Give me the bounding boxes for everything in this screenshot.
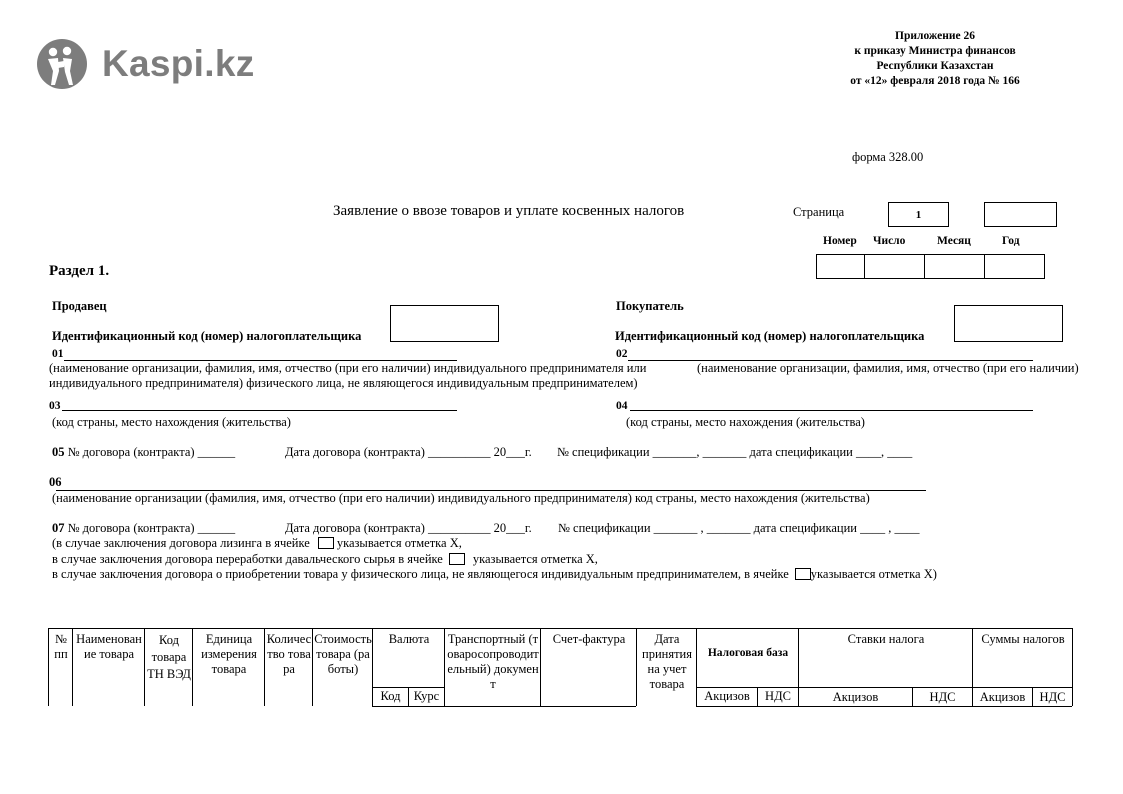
tax-base-excise: Акцизов (704, 689, 750, 703)
page-label: Страница (793, 205, 845, 219)
row-07-contract[interactable]: № договора (контракта) ______ (67, 521, 236, 535)
field-03-label: 03 (49, 400, 61, 412)
field-04-description: (код страны, место нахождения (жительства) (626, 415, 865, 429)
section-title: Раздел 1. (49, 263, 110, 279)
col-tnved-code: Код товара ТН ВЭД (147, 633, 191, 681)
col-currency: Валюта (388, 632, 430, 646)
col-goods-name: Наименование товара (76, 632, 142, 661)
note-individual-mark: указывается отметка Х) (810, 567, 937, 581)
col-acceptance-date: Дата принятия на учет товара (642, 632, 692, 691)
appendix-line-2: к приказу Министра финансов (854, 45, 1016, 57)
field-03-description: (код страны, место нахождения (жительства) (52, 415, 291, 429)
col-number: № пп (54, 632, 68, 661)
note-processing-text: в случае заключения договора переработки давальческого сырья в ячейке (52, 552, 443, 566)
note-individual-text: в случае заключения договора о приобретении товара у физического лица, не являющегося индивидуальным предпринимателем, в ячейке (52, 567, 789, 581)
field-02-label: 02 (616, 348, 628, 360)
row-06-num: 06 (49, 475, 62, 489)
row-06-description: (наименование организации (фамилия, имя, отчество (при его наличии) индивидуального предпринимателя) код страны, место нахождения (жительства) (52, 491, 870, 505)
kaspi-logo-text: Kaspi.kz (102, 43, 255, 84)
header-month: Месяц (937, 235, 971, 247)
seller-label: Продавец (52, 299, 107, 313)
tax-base-vat: НДС (765, 689, 791, 703)
note-processing-mark: указывается отметка Х, (472, 552, 598, 566)
field-01-label: 01 (52, 348, 64, 360)
row-07-spec[interactable]: № спецификации _______ , _______ дата спецификации ____ , ____ (558, 521, 920, 535)
header-day: Число (873, 235, 906, 247)
field-01-description-cont: индивидуального предпринимателя) физического лица, не являющегося индивидуальным предпринимателем) (49, 376, 638, 390)
buyer-label: Покупатель (616, 299, 684, 313)
header-year: Год (1002, 235, 1020, 247)
appendix-line-4: от «12» февраля 2018 года № 166 (850, 75, 1020, 87)
col-tax-base: Налоговая база (707, 647, 789, 659)
document-title: Заявление о ввозе товаров и уплате косвенных налогов (333, 203, 685, 219)
col-transport-doc: Транспортный (товаросопроводительный) документ (447, 632, 539, 691)
col-tax-sums: Суммы налогов (981, 632, 1065, 646)
note-leasing-mark: указывается отметка Х, (336, 536, 462, 550)
form-number: форма 328.00 (852, 150, 924, 164)
field-02-description: (наименование организации, фамилия, имя, отчество (при его наличии) (697, 361, 1079, 375)
tax-rates-vat: НДС (929, 690, 956, 704)
col-currency-rate: Курс (413, 689, 440, 703)
buyer-tin-label: Идентификационный код (номер) налогоплательщика (615, 329, 925, 343)
header-number: Номер (823, 235, 857, 247)
row-05-date[interactable]: Дата договора (контракта) __________ 20___г. (285, 445, 532, 459)
row-05-num: 05 (52, 445, 65, 459)
row-07-num: 07 (52, 521, 65, 535)
appendix-line-3: Республики Казахстан (876, 60, 994, 72)
tax-rates-excise: Акцизов (832, 690, 879, 704)
field-01-description: (наименование организации, фамилия, имя, отчество (при его наличии) индивидуального предпринимателя или (49, 361, 647, 375)
row-07-date[interactable]: Дата договора (контракта) __________ 20___г. (285, 521, 532, 535)
col-unit: Единица измерения товара (201, 632, 257, 676)
col-cost: Стоимость товара (работы) (314, 632, 372, 676)
col-quantity: Количество товара (266, 632, 312, 676)
row-05-contract[interactable]: № договора (контракта) ______ (67, 445, 236, 459)
page-number: 1 (915, 208, 922, 221)
note-leasing-text: (в случае заключения договора лизинга в ячейке (52, 536, 310, 550)
col-currency-code: Код (380, 689, 401, 703)
col-tax-rates: Ставки налога (847, 632, 925, 646)
tax-sums-vat: НДС (1039, 690, 1066, 704)
col-invoice: Счет-фактура (552, 632, 626, 646)
appendix-line-1: Приложение 26 (895, 30, 975, 42)
tax-sums-excise: Акцизов (979, 690, 1026, 704)
field-04-label: 04 (616, 400, 628, 412)
seller-tin-label: Идентификационный код (номер) налогоплательщика (52, 329, 362, 343)
row-05-spec[interactable]: № спецификации _______, _______ дата спецификации ____, ____ (557, 445, 913, 459)
